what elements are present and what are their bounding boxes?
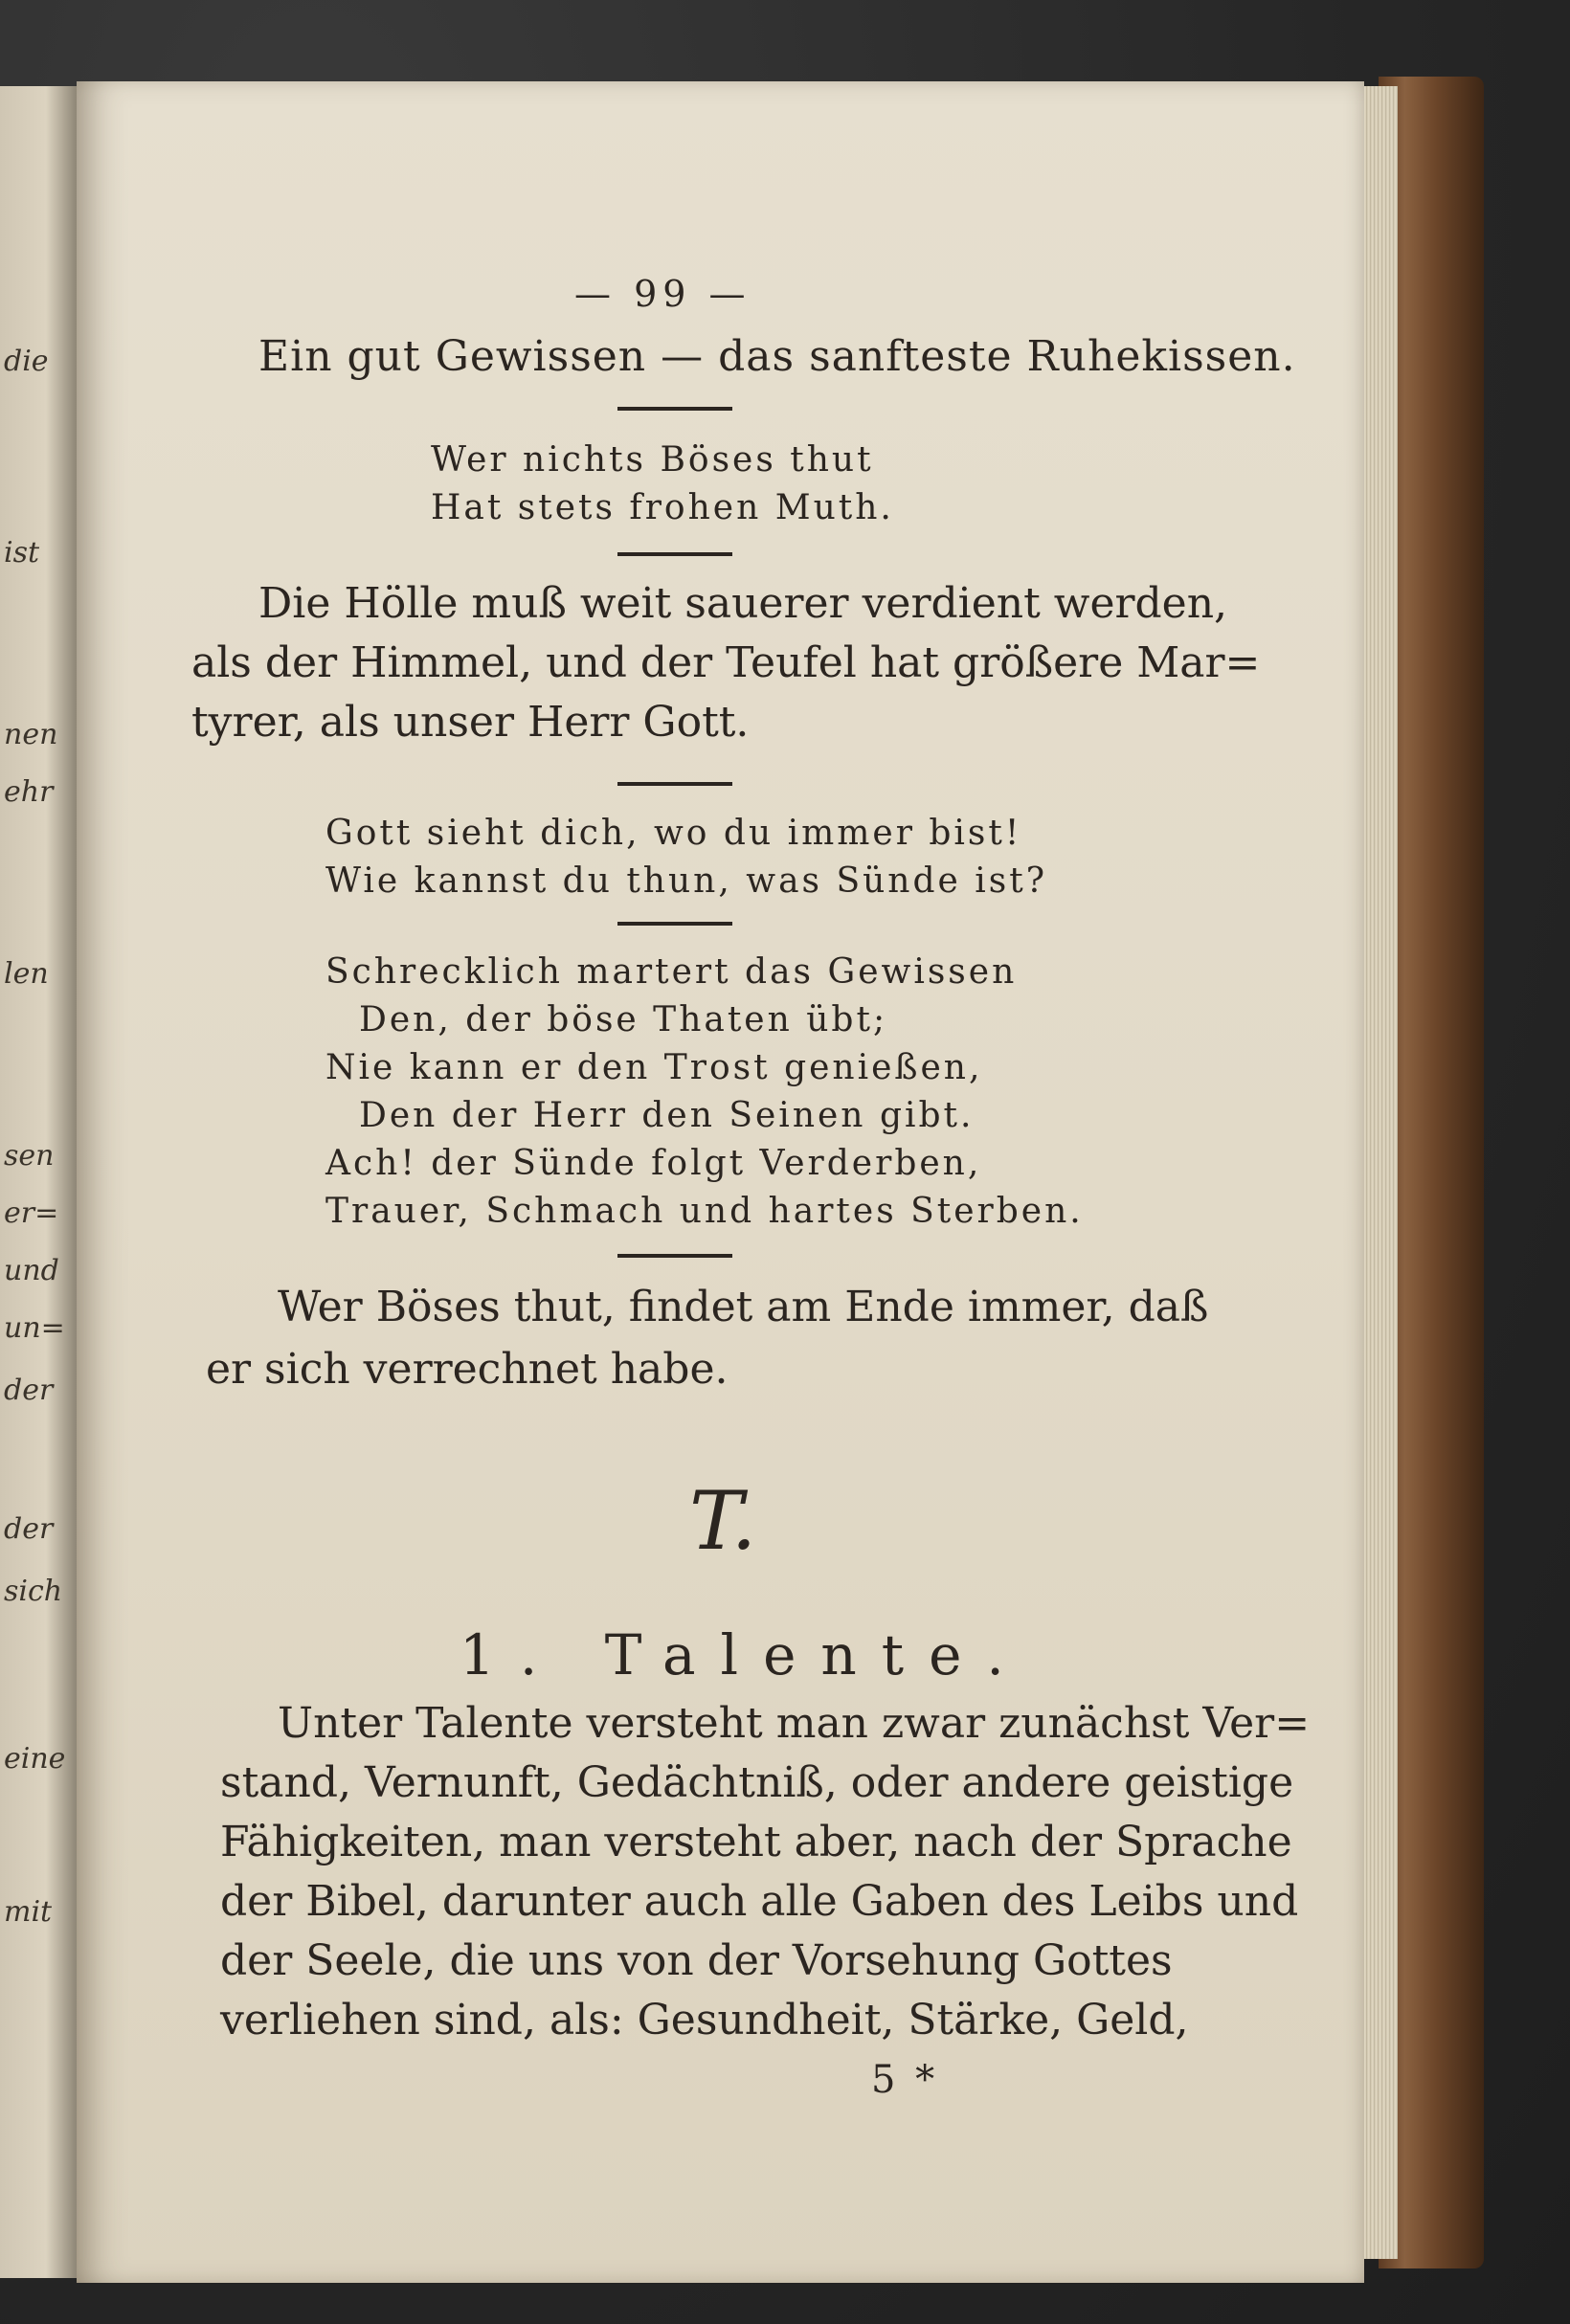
paragraph-line: Fähigkeiten, man versteht aber, nach der Sprache (220, 1818, 1292, 1866)
section-title: 1. Talente. (460, 1622, 1029, 1687)
couplet-line: Hat stets frohen Muth. (431, 488, 894, 527)
divider-rule (617, 407, 732, 411)
couplet-line: Wie kannst du thun, was Sünde ist? (325, 861, 1048, 901)
section-letter: T. (689, 1474, 757, 1568)
left-page-fragment: nen (4, 718, 58, 751)
paragraph-line: Unter Talente versteht man zwar zunächst Ver= (278, 1699, 1311, 1748)
left-page-edge (0, 86, 77, 2278)
verse-line: Ach! der Sünde folgt Verderben, (325, 1144, 982, 1183)
page-content (77, 81, 1364, 2283)
left-page-fragment: len (4, 957, 49, 991)
verse-line: Den der Herr den Seinen gibt. (359, 1096, 975, 1135)
paragraph-line: der Seele, die uns von der Vorsehung Gottes (220, 1936, 1173, 1985)
left-page-fragment: ist (4, 536, 40, 570)
paragraph-line: der Bibel, darunter auch alle Gaben des Leibs und (220, 1877, 1299, 1926)
verse-line: Schrecklich martert das Gewissen (325, 952, 1018, 992)
left-page-fragment: die (4, 345, 49, 378)
paragraph-line: tyrer, als unser Herr Gott. (191, 698, 750, 747)
left-page-fragment: sen (4, 1139, 55, 1173)
left-page-fragment: mit (4, 1895, 53, 1929)
paragraph-line: Die Hölle muß weit sauerer verdient werden, (258, 579, 1228, 628)
book-page (77, 81, 1364, 2283)
page-number: — 99 — (574, 273, 751, 315)
paragraph-line: als der Himmel, und der Teufel hat größere Mar= (191, 638, 1261, 687)
couplet-line: Gott sieht dich, wo du immer bist! (325, 814, 1022, 853)
left-page-fragment: er= (4, 1196, 59, 1230)
page-stack-edges (1359, 86, 1398, 2259)
paragraph-line: stand, Vernunft, Gedächtniß, oder andere geistige (220, 1758, 1294, 1807)
paragraph-line: Wer Böses thut, findet am Ende immer, daß (278, 1283, 1209, 1331)
verse-line: Trauer, Schmach und hartes Sterben. (325, 1192, 1084, 1231)
signature-mark: 5 * (871, 2058, 939, 2102)
proverb-heading: Ein gut Gewissen — das sanfteste Ruhekissen. (258, 332, 1296, 381)
divider-rule (617, 782, 732, 786)
divider-rule (617, 922, 732, 926)
divider-rule (617, 1254, 732, 1258)
left-page-fragment: un= (4, 1311, 65, 1345)
paragraph-line: er sich verrechnet habe. (206, 1345, 729, 1394)
left-page-fragment: ehr (4, 775, 54, 809)
verse-line: Den, der böse Thaten übt; (359, 1000, 888, 1039)
couplet-line: Wer nichts Böses thut (431, 440, 874, 480)
verse-line: Nie kann er den Trost genießen, (325, 1048, 983, 1087)
left-page-fragment: der (4, 1512, 54, 1546)
left-page-fragment: eine (4, 1742, 66, 1776)
left-page-fragment: sich (4, 1575, 63, 1608)
paragraph-line: verliehen sind, als: Gesundheit, Stärke, Geld, (220, 1996, 1189, 2045)
left-page-fragment: und (4, 1254, 59, 1287)
divider-rule (617, 552, 732, 556)
left-page-fragment: der (4, 1374, 54, 1407)
